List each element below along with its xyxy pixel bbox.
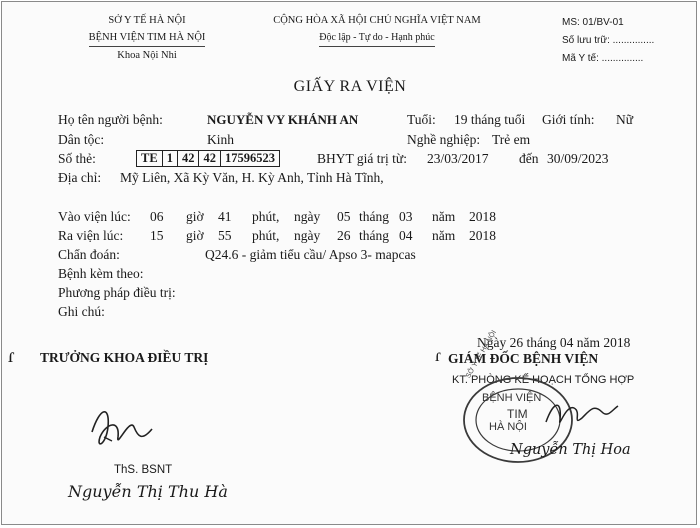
admission-minute: 41 bbox=[218, 209, 232, 224]
admission-month: 03 bbox=[399, 209, 413, 224]
card-box: 42 bbox=[199, 151, 221, 166]
patient-name: NGUYỄN VY KHÁNH AN bbox=[207, 112, 359, 127]
discharge-paper bbox=[1, 1, 697, 525]
signature-flourish-mark: ɾ bbox=[8, 345, 15, 367]
comorbidity-label: Bệnh kèm theo: bbox=[58, 266, 144, 281]
unit-day: ngày bbox=[294, 209, 321, 224]
document-title: GIẤY RA VIỆN bbox=[293, 78, 407, 95]
sign-date: Ngày 26 tháng 04 năm 2018 bbox=[477, 335, 631, 350]
admission-hour: 06 bbox=[150, 209, 164, 224]
admission-label: Vào viện lúc: bbox=[58, 209, 131, 224]
bhyt-label: BHYT giá trị từ: bbox=[317, 151, 407, 166]
discharge-year: 2018 bbox=[469, 228, 496, 243]
age-label: Tuổi: bbox=[407, 112, 436, 127]
bhyt-to: 30/09/2023 bbox=[547, 151, 609, 166]
patient-occupation: Trẻ em bbox=[492, 132, 531, 147]
right-flourish-mark: ɾ bbox=[435, 345, 441, 365]
card-box: 42 bbox=[178, 151, 200, 166]
left-sign-degree: ThS. BSNT bbox=[114, 464, 173, 476]
discharge-hour: 15 bbox=[150, 228, 164, 243]
bhyt-from: 23/03/2017 bbox=[427, 151, 489, 166]
header-left bbox=[62, 12, 232, 64]
right-sign-name: Nguyễn Thị Hoa bbox=[510, 442, 631, 458]
card-box: TE bbox=[137, 151, 163, 166]
unit-minute: phút, bbox=[252, 209, 280, 224]
patient-age: 19 tháng tuổi bbox=[454, 112, 526, 127]
unit-year: năm bbox=[432, 228, 456, 243]
card-label: Số thẻ: bbox=[58, 151, 96, 166]
stamp-outer-text: SỞ Y TẾ HÀ NỘI bbox=[465, 329, 498, 380]
address-label: Địa chỉ: bbox=[58, 170, 102, 185]
hospital-name: BỆNH VIỆN TIM HÀ NỘI bbox=[62, 29, 232, 47]
on-behalf-line: KT. PHÒNG KẾ HOẠCH TỔNG HỢP bbox=[452, 374, 635, 386]
right-sign-title: GIÁM ĐỐC BỆNH VIỆN bbox=[448, 351, 599, 366]
unit-year: năm bbox=[432, 209, 456, 224]
record-number: Số lưu trữ: ............... bbox=[562, 35, 655, 46]
admission-year: 2018 bbox=[469, 209, 496, 224]
patient-address: Mỹ Liên, Xã Kỳ Văn, H. Kỳ Anh, Tỉnh Hà Tĩnh, bbox=[120, 170, 384, 185]
bhyt-to-label: đến bbox=[519, 151, 539, 166]
discharge-month: 04 bbox=[399, 228, 413, 243]
discharge-label: Ra viện lúc: bbox=[58, 228, 124, 243]
sex-label: Giới tính: bbox=[542, 112, 595, 127]
unit-month: tháng bbox=[359, 228, 389, 243]
nation-name: CỘNG HÒA XÃ HỘI CHỦ NGHĨA VIỆT NAM bbox=[273, 15, 481, 26]
right-signature-scribble bbox=[542, 394, 622, 434]
note-label: Ghi chú: bbox=[58, 304, 105, 319]
unit-hour: giờ bbox=[186, 228, 204, 243]
diagnosis-value: Q24.6 - giảm tiểu cầu/ Apso 3- mapcas bbox=[205, 247, 416, 262]
form-code: MS: 01/BV-01 bbox=[562, 17, 624, 28]
unit-hour: giờ bbox=[186, 209, 204, 224]
unit-day: ngày bbox=[294, 228, 321, 243]
name-label: Họ tên người bệnh: bbox=[58, 112, 163, 127]
patient-sex: Nữ bbox=[616, 112, 634, 127]
patient-id: Mã Y tế: ............... bbox=[562, 53, 644, 64]
treatment-label: Phương pháp điều trị: bbox=[58, 285, 176, 300]
stamp-line-2: TIM bbox=[507, 407, 528, 421]
unit-minute: phút, bbox=[252, 228, 280, 243]
card-box: 17596523 bbox=[224, 150, 275, 165]
occupation-label: Nghề nghiệp: bbox=[407, 132, 481, 147]
header-right bbox=[562, 14, 654, 68]
left-sign-name: Nguyễn Thị Thu Hà bbox=[68, 482, 228, 501]
unit-month: tháng bbox=[359, 209, 389, 224]
discharge-minute: 55 bbox=[218, 228, 232, 243]
stamp-line-1: BỆNH VIỆN bbox=[482, 392, 542, 404]
discharge-day: 26 bbox=[337, 228, 351, 243]
ministry-name: SỞ Y TẾ HÀ NỘI bbox=[108, 15, 186, 26]
ethnicity-label: Dân tộc: bbox=[58, 132, 105, 147]
header-center bbox=[242, 12, 512, 47]
left-sign-title: TRƯỞNG KHOA ĐIỀU TRỊ bbox=[40, 350, 209, 365]
department-name: Khoa Nội Nhi bbox=[117, 50, 177, 61]
card-box: 1 bbox=[163, 151, 178, 166]
patient-ethnicity: Kinh bbox=[207, 132, 234, 147]
diagnosis-label: Chẩn đoán: bbox=[58, 247, 120, 262]
motto: Độc lập - Tự do - Hạnh phúc bbox=[242, 29, 512, 47]
left-signature-scribble bbox=[82, 397, 172, 457]
insurance-card-boxes bbox=[136, 149, 280, 167]
admission-day: 05 bbox=[337, 209, 351, 224]
stamp-line-3: HÀ NỘI bbox=[489, 421, 527, 433]
